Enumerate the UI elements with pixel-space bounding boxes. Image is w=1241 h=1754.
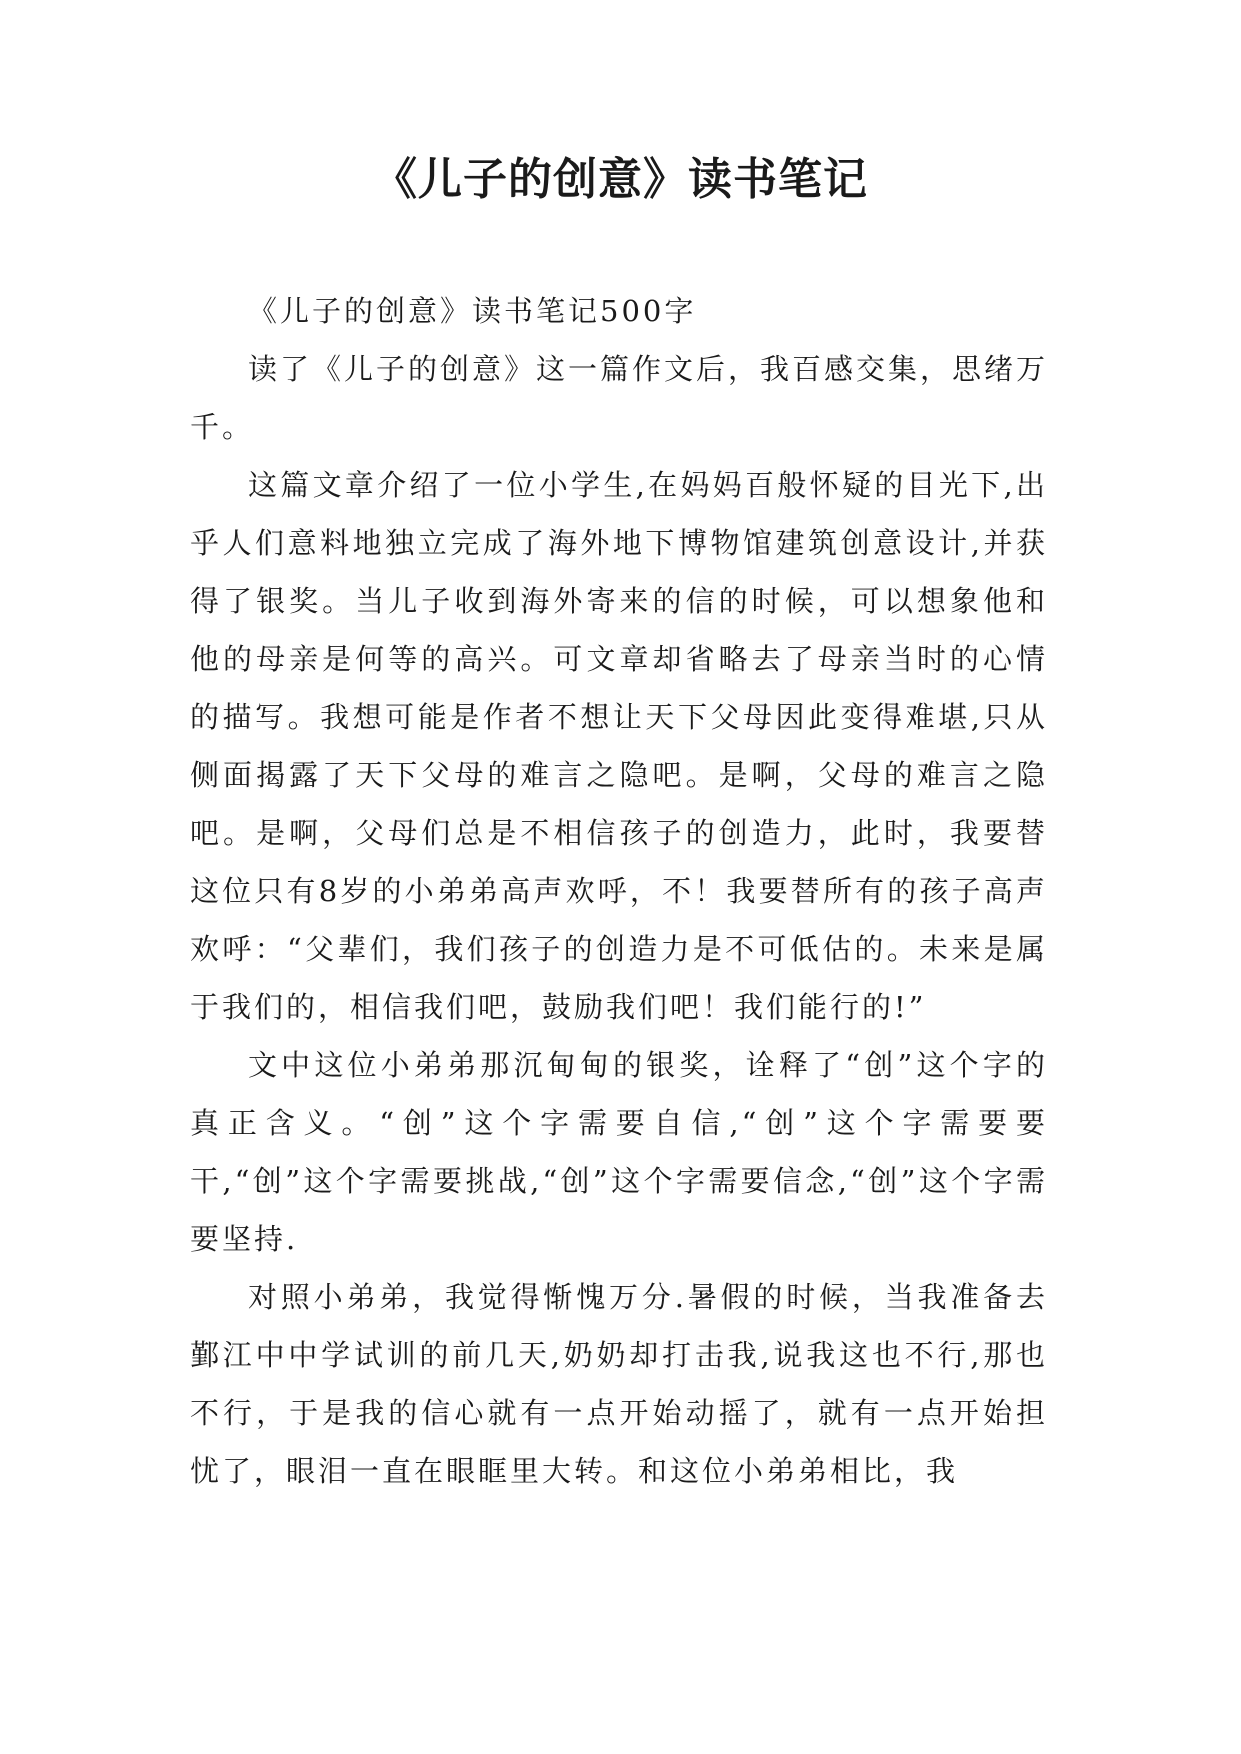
- document-title: 《儿子的创意》读书笔记: [373, 154, 868, 205]
- document-body: [190, 282, 1048, 1500]
- paragraph-meaning: 文中这位小弟弟那沉甸甸的银奖，诠释了“创”这个字的真正含义。“创”这个字需要自信,“创”这个字需要要干,“创”这个字需要挑战,“创”这个字需要信念,“创”这个字需要坚持.: [190, 1048, 1048, 1256]
- paragraph-subtitle: 《儿子的创意》读书笔记500字: [248, 294, 697, 328]
- paragraph-summary: 这篇文章介绍了一位小学生,在妈妈百般怀疑的目光下,出乎人们意料地独立完成了海外地下博物馆建筑创意设计,并获得了银奖。当儿子收到海外寄来的信的时候，可以想象他和他的母亲是何等的高兴。可文章却省略去了母亲当时的心情的描写。我想可能是作者不想让天下父母因此变得难堪,只从侧面揭露了天下父母的难言之隐吧。是啊，父母的难言之隐吧。是啊，父母们总是不相信孩子的创造力，此时，我要替这位只有8岁的小弟弟高声欢呼，不！我要替所有的孩子高声欢呼：“父辈们，我们孩子的创造力是不可低估的。未来是属于我们的，相信我们吧，鼓励我们吧！我们能行的!”: [190, 468, 1048, 1024]
- paragraph-intro: 读了《儿子的创意》这一篇作文后，我百感交集，思绪万千。: [190, 352, 1049, 444]
- paragraph-reflection: 对照小弟弟，我觉得惭愧万分.暑假的时候，当我准备去鄞江中中学试训的前几天,奶奶却打击我,说我这也不行,那也不行，于是我的信心就有一点开始动摇了，就有一点开始担忧了，眼泪一直在眼眶里大转。和这位小弟弟相比，我: [190, 1280, 1048, 1488]
